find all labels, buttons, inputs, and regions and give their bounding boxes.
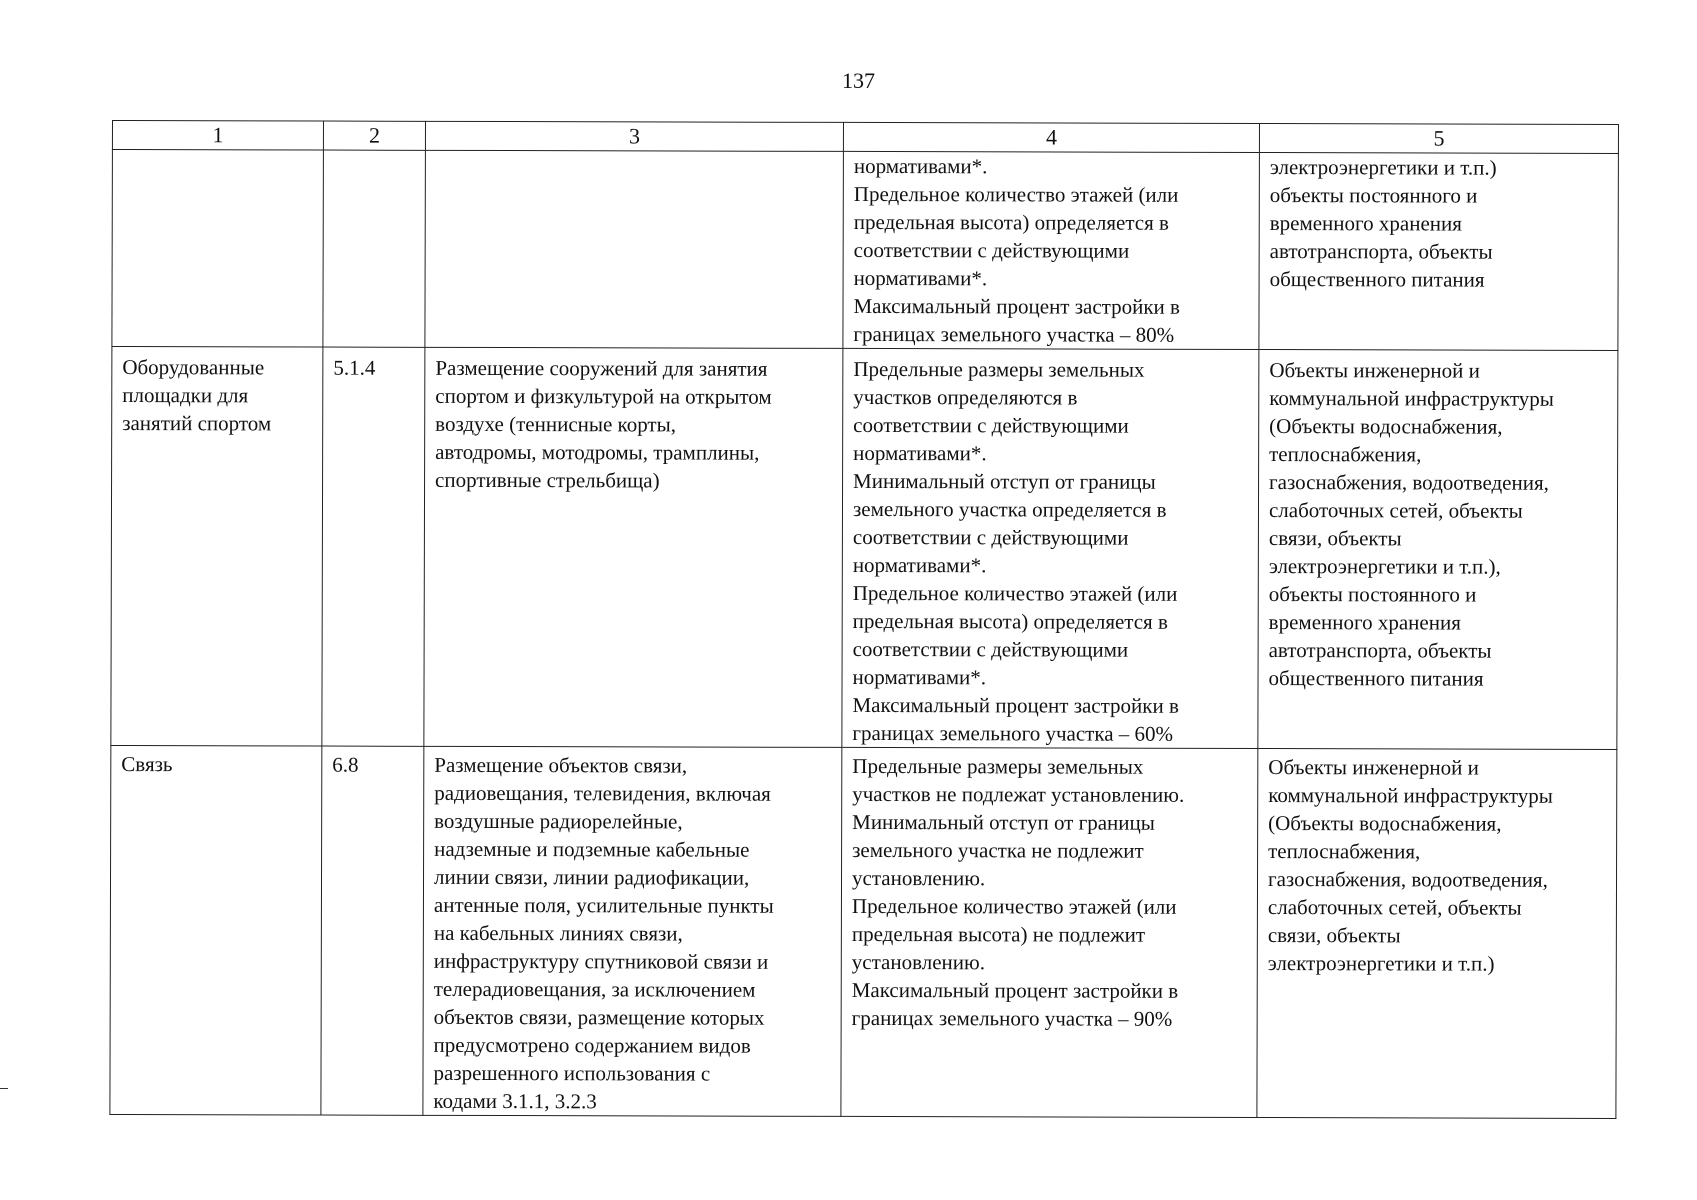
cell-line: слаботочных сетей, объекты	[1267, 895, 1522, 920]
cell-line: нормативами*.	[853, 440, 987, 466]
cell-line: участков не подлежат установлению.	[852, 781, 1185, 807]
cell-line: теплоснабжения,	[1269, 442, 1422, 467]
cell-line: автотранспорта, объекты	[1268, 638, 1492, 663]
cell-line: спортивные стрельбища)	[435, 467, 660, 493]
cell-line: кодами 3.1.1, 3.2.3	[433, 1088, 597, 1114]
parameters-cell	[843, 151, 1260, 349]
cell-line: слаботочных сетей, объекты	[1268, 498, 1523, 523]
cell-line: теплоснабжения,	[1268, 839, 1421, 864]
parameters-cell	[842, 348, 1259, 748]
cell-line: общественного питания	[1269, 267, 1485, 292]
use-description-cell	[424, 347, 843, 747]
cell-line: газоснабжения, водоотведения,	[1269, 470, 1549, 495]
cell-line: электроэнергетики и т.п.)	[1267, 951, 1495, 976]
cell-line: Связь	[121, 752, 173, 777]
cell-line: установлению.	[851, 865, 986, 891]
use-name-cell	[110, 745, 322, 1115]
column-header: 1	[112, 121, 323, 151]
cell-line: предельная высота) определяется в	[853, 209, 1169, 235]
cell-line: соответствии с действующими	[853, 237, 1130, 263]
cell-line: нормативами*.	[852, 552, 987, 578]
cell-line: Максимальный процент застройки в	[851, 977, 1179, 1003]
cell-line: границах земельного участка – 80%	[853, 321, 1175, 347]
cell-line: автотранспорта, объекты	[1269, 239, 1493, 264]
cell-line: объекты постоянного и	[1269, 183, 1478, 208]
land-use-table	[109, 120, 1619, 1119]
cell-line: спортом и физкультурой на открытом	[435, 383, 772, 409]
cell-line: нормативами*.	[853, 153, 988, 179]
use-description-cell	[425, 150, 844, 348]
cell-line: газоснабжения, водоотведения,	[1267, 867, 1548, 892]
cell-line: предельная высота) определяется в	[852, 608, 1168, 634]
cell-line: коммунальной инфраструктуры	[1269, 386, 1554, 411]
use-name-cell	[112, 150, 324, 348]
page-number: 137	[842, 68, 875, 93]
cell-line: соответствии с действующими	[853, 412, 1129, 438]
use-description-cell	[423, 746, 842, 1116]
cell-line: временного хранения	[1269, 211, 1462, 236]
cell-line: Предельные размеры земельных	[852, 753, 1144, 779]
table-row	[111, 347, 1618, 750]
cell-line: разрешенного использования с	[433, 1060, 711, 1086]
margin-mark	[0, 1088, 8, 1089]
auxiliary-uses-cell	[1257, 749, 1617, 1119]
cell-line: Объекты инженерной и	[1268, 755, 1479, 780]
cell-line: Минимальный отступ от границы	[852, 809, 1155, 835]
use-code-cell: 6.8	[321, 746, 424, 1115]
cell-line: антенные поля, усилительные пункты	[433, 892, 774, 918]
cell-line: (Объекты водоснабжения,	[1269, 414, 1503, 439]
cell-line: границах земельного участка – 90%	[851, 1005, 1173, 1031]
cell-line: общественного питания	[1268, 666, 1484, 691]
table-header-row	[112, 121, 1618, 154]
cell-line: предельная высота) не подлежит	[851, 921, 1146, 947]
parameters-cell	[841, 747, 1258, 1117]
cell-line: воздушные радиорелейные,	[434, 808, 683, 834]
cell-line: Предельное количество этажей (или	[853, 181, 1179, 207]
cell-line: земельного участка не подлежит	[852, 837, 1144, 863]
cell-line: Предельное количество этажей (или	[852, 580, 1178, 606]
cell-line: надземные и подземные кабельные	[434, 836, 750, 862]
cell-line: объекты постоянного и	[1268, 582, 1477, 607]
cell-line: Размещение объектов связи,	[434, 752, 688, 778]
table-row	[112, 150, 1619, 351]
cell-line: площадки для	[122, 383, 249, 408]
cell-line: Максимальный процент застройки в	[852, 692, 1179, 718]
cell-line: Объекты инженерной и	[1269, 358, 1480, 383]
cell-line: нормативами*.	[853, 265, 988, 291]
use-code-cell: 5.1.4	[322, 347, 425, 746]
cell-line: нормативами*.	[852, 664, 987, 690]
cell-line: Минимальный отступ от границы	[853, 468, 1156, 494]
auxiliary-uses-cell	[1259, 153, 1619, 351]
cell-line: коммунальной инфраструктуры	[1268, 783, 1553, 808]
cell-line: воздухе (теннисные корты,	[435, 411, 677, 437]
cell-line: занятий спортом	[122, 411, 272, 436]
cell-line: инфраструктуру спутниковой связи и	[433, 948, 769, 974]
cell-line: (Объекты водоснабжения,	[1268, 811, 1502, 836]
column-header: 3	[425, 121, 843, 151]
cell-line: Максимальный процент застройки в	[853, 293, 1181, 319]
cell-line: телерадиовещания, за исключением	[433, 976, 756, 1002]
column-header: 5	[1259, 124, 1618, 154]
column-header: 2	[323, 121, 425, 150]
cell-line: участков определяются в	[853, 384, 1078, 410]
cell-line: связи, объекты	[1267, 923, 1401, 948]
cell-line: соответствии с действующими	[852, 524, 1129, 550]
cell-line: соответствии с действующими	[852, 636, 1129, 662]
cell-line: на кабельных линиях связи,	[433, 920, 683, 946]
cell-line: временного хранения	[1268, 610, 1461, 635]
use-code-cell	[323, 150, 426, 347]
cell-line: Размещение сооружений для занятия	[435, 355, 768, 381]
cell-line: земельного участка определяется в	[852, 496, 1167, 522]
use-name-cell	[111, 347, 323, 747]
cell-line: объектов связи, размещение которых	[433, 1004, 765, 1030]
cell-line: Предельное количество этажей (или	[851, 893, 1177, 919]
column-header: 4	[843, 122, 1259, 152]
cell-line: предусмотрено содержанием видов	[433, 1032, 751, 1058]
cell-line: электроэнергетики и т.п.),	[1268, 554, 1501, 579]
cell-line: автодромы, мотодромы, трамплины,	[435, 439, 760, 465]
cell-line: линии связи, линии радиофикации,	[433, 864, 750, 890]
cell-line: электроэнергетики и т.п.)	[1269, 155, 1497, 180]
cell-line: Предельные размеры земельных	[853, 356, 1145, 382]
cell-line: радиовещания, телевидения, включая	[434, 780, 771, 806]
cell-line: Оборудованные	[122, 355, 265, 380]
table-row	[110, 745, 1617, 1118]
auxiliary-uses-cell	[1258, 350, 1618, 750]
cell-line: границах земельного участка – 60%	[852, 720, 1174, 746]
cell-line: установлению.	[851, 949, 986, 975]
cell-line: связи, объекты	[1268, 526, 1402, 551]
